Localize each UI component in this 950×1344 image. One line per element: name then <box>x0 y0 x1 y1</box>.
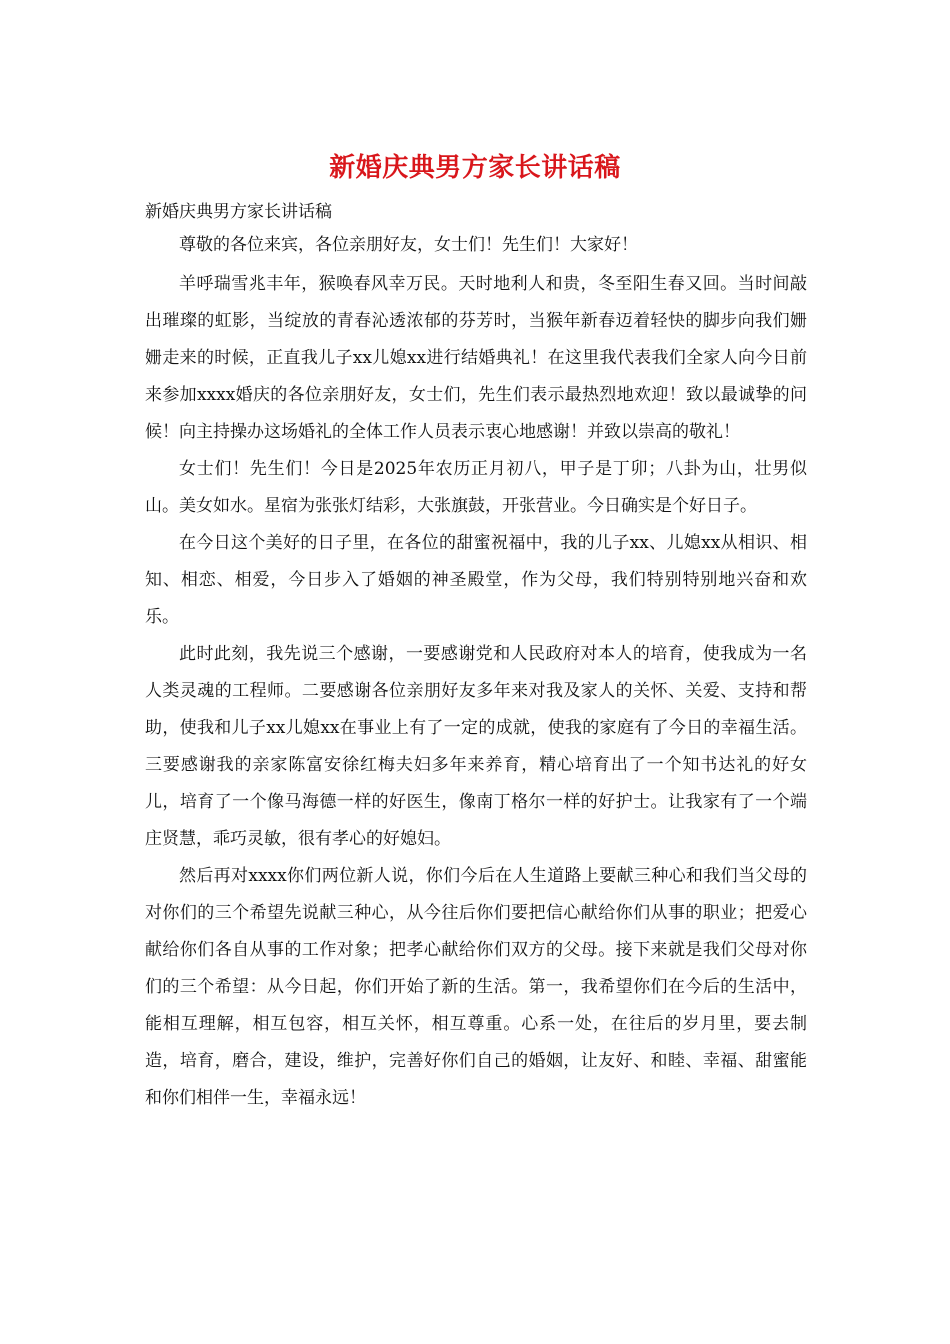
paragraph-greeting: 尊敬的各位来宾，各位亲朋好友，女士们！先生们！大家好！ <box>179 235 638 255</box>
paragraph-date: 女士们！先生们！今日是2025年农历正月初八，甲子是丁卯；八卦为山，壮男似山。美女如水。星宿为张张灯结彩，大张旗鼓，开张营业。今日确实是个好日子。 <box>145 459 807 516</box>
paragraph-celebration: 在今日这个美好的日子里，在各位的甜蜜祝福中，我的儿子xx、儿媳xx从相识、相知、相恋、相爱，今日步入了婚姻的神圣殿堂，作为父母，我们特别特别地兴奋和欢乐。 <box>145 533 807 627</box>
paragraph-thanks: 此时此刻，我先说三个感谢，一要感谢党和人民政府对本人的培育，使我成为一名人类灵魂的工程师。二要感谢各位亲朋好友多年来对我及家人的关怀、关爱、支持和帮助，使我和儿子xx儿媳xx在事业上有了一定的成就，使我的家庭有了今日的幸福生活。三要感谢我的亲家陈富安徐红梅夫妇多年来养育，精心培育出了一个知书达礼的好女儿，培育了一个像马海德一样的好医生，像南丁格尔一样的好护士。让我家有了一个端庄贤慧，乖巧灵敏，很有孝心的好媳妇。 <box>145 644 807 849</box>
paragraph-opening: 羊呼瑞雪兆丰年，猴唤春风幸万民。天时地利人和贵，冬至阳生春又回。当时间敲出璀璨的虹影，当绽放的青春沁透浓郁的芬芳时，当猴年新春迈着轻快的脚步向我们姗姗走来的时候，正直我儿子xx儿媳xx进行结婚典礼！在这里我代表我们全家人向今日前来参加xxxx婚庆的各位亲朋好友，女士们，先生们表示最热烈地欢迎！致以最诚挚的问候！向主持操办这场婚礼的全体工作人员表示衷心地感谢！并致以崇高的敬礼！ <box>145 274 807 442</box>
document-subtitle: 新婚庆典男方家长讲话稿 <box>145 202 332 222</box>
paragraph-wishes: 然后再对xxxx你们两位新人说，你们今后在人生道路上要献三种心和我们当父母的对你们的三个希望先说献三种心，从今往后你们要把信心献给你们从事的职业；把爱心献给你们各自从事的工作对象；把孝心献给你们双方的父母。接下来就是我们父母对你们的三个希望：从今日起，你们开始了新的生活。第一，我希望你们在今后的生活中，能相互理解，相互包容，相互关怀，相互尊重。心系一处，在往后的岁月里，要去制造，培育，磨合，建设，维护，完善好你们自己的婚姻，让友好、和睦、幸福、甜蜜能和你们相伴一生，幸福永远！ <box>145 866 807 1108</box>
page-title: 新婚庆典男方家长讲话稿 <box>329 153 621 183</box>
document-body <box>145 196 807 1117</box>
